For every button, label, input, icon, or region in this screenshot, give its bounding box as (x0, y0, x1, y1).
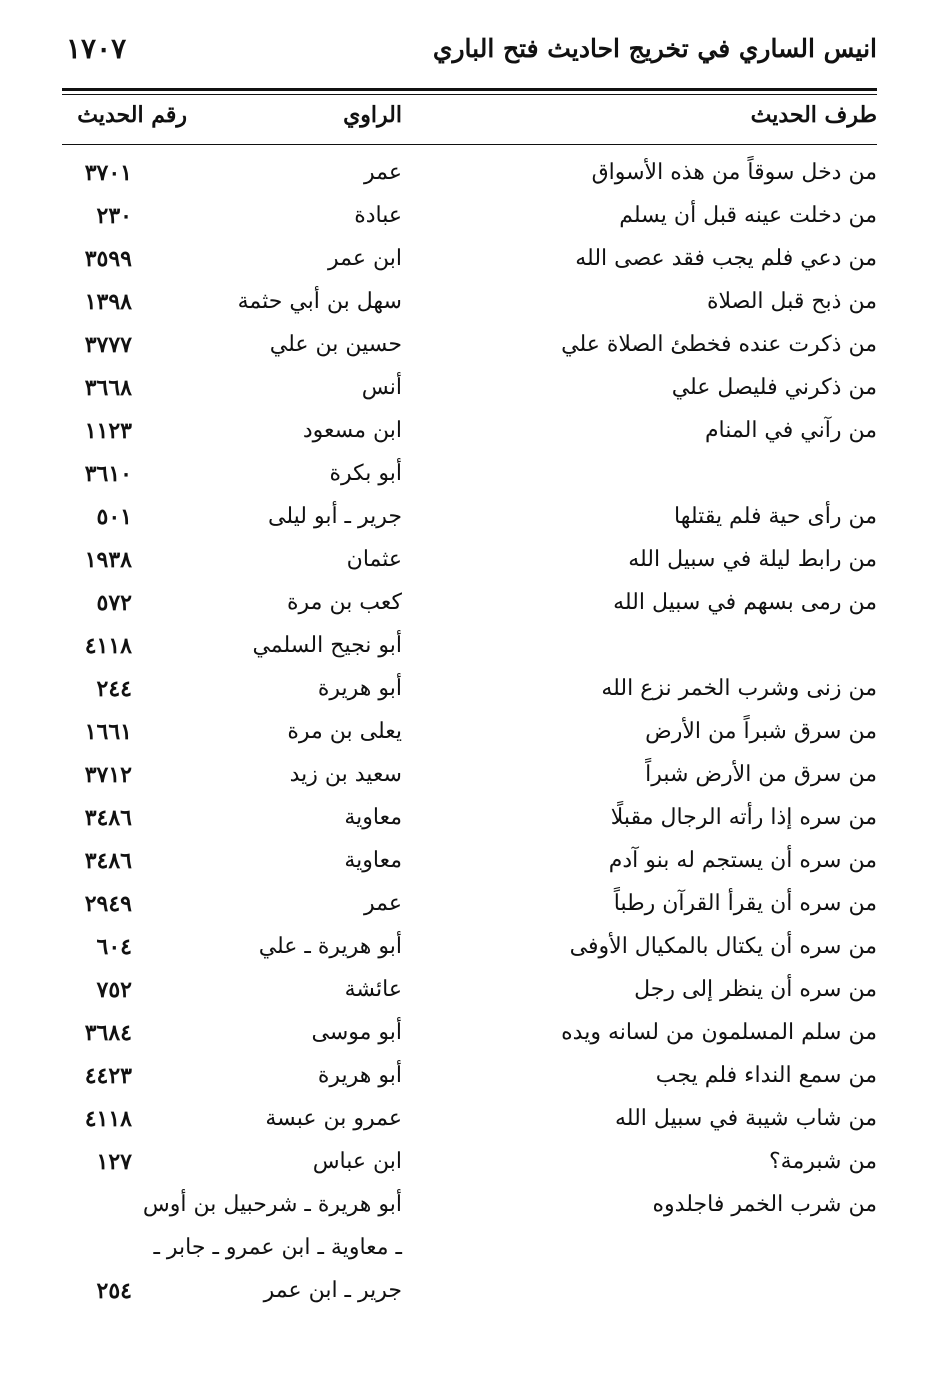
hadith-text: من زنى وشرب الخمر نزع الله (601, 676, 877, 701)
hadith-text: من ذبح قبل الصلاة (707, 289, 877, 314)
table-row (62, 496, 877, 539)
hadith-number: ٣٦١٠ (84, 461, 132, 487)
hadith-number: ٥٧٢ (96, 590, 132, 616)
hadith-number: ٢٣٠ (96, 203, 132, 229)
narrator-name: حسين بن علي (269, 332, 402, 357)
table-row (62, 1141, 877, 1184)
hadith-text: من سره أن يقرأ القرآن رطباً (613, 891, 877, 916)
narrator-name: أبو بكرة (329, 461, 402, 486)
hadith-text: من رمى بسهم في سبيل الله (613, 590, 877, 615)
narrator-name: عمرو بن عبسة (265, 1106, 402, 1131)
hadith-number: ٣٦٦٨ (84, 375, 132, 401)
hadith-number: ٤١١٨ (84, 1106, 132, 1132)
hadith-number: ٥٠١ (96, 504, 132, 530)
hadith-text: من ذكرني فليصل علي (671, 375, 877, 400)
hadith-number: ٢٩٤٩ (84, 891, 132, 917)
narrator-name: أبو نجيح السلمي (252, 633, 402, 658)
table-row (62, 367, 877, 410)
narrator-name: أنس (361, 375, 402, 400)
narrator-name: عائشة (344, 977, 402, 1002)
table-row (62, 711, 877, 754)
hadith-number: ٣٥٩٩ (84, 246, 132, 272)
page-number: ١٧٠٧ (66, 32, 127, 65)
hadith-number: ٢٥٤ (96, 1278, 132, 1304)
hadith-text: من دعي فلم يجب فقد عصى الله (575, 246, 877, 271)
hadith-number: ١٢٧ (96, 1149, 132, 1175)
table-row (62, 926, 877, 969)
header-rule-thin (62, 94, 877, 95)
narrator-name: معاوية (344, 848, 402, 873)
hadith-text: من سره إذا رأته الرجال مقبلًا (610, 805, 877, 830)
hadith-number: ١٣٩٨ (84, 289, 132, 315)
hadith-text: من دخلت عينه قبل أن يسلم (619, 203, 877, 228)
narrator-name: أبو موسى (311, 1020, 402, 1045)
narrator-name: معاوية (344, 805, 402, 830)
narrator-name: ابن عمر (328, 246, 402, 271)
table-row (62, 797, 877, 840)
table-row (62, 453, 877, 496)
table-row (62, 410, 877, 453)
table-row (62, 1012, 877, 1055)
table-row (62, 195, 877, 238)
table-row (62, 883, 877, 926)
hadith-text: من دخل سوقاً من هذه الأسواق (591, 160, 877, 185)
table-row (62, 281, 877, 324)
hadith-text: من شرب الخمر فاجلدوه (652, 1192, 877, 1217)
hadith-number: ٢٤٤ (96, 676, 132, 702)
narrator-name: يعلى بن مرة (287, 719, 402, 744)
hadith-text: من رآني في المنام (704, 418, 877, 443)
table-row (62, 539, 877, 582)
hadith-number: ٦٠٤ (96, 934, 132, 960)
table-row (62, 1270, 877, 1313)
table-row (62, 1098, 877, 1141)
narrator-name: عبادة (354, 203, 402, 228)
hadith-text: من شاب شيبة في سبيل الله (615, 1106, 877, 1131)
hadith-text: من سرق شبراً من الأرض (645, 719, 877, 744)
hadith-text: من شبرمة؟ (769, 1149, 877, 1174)
hadith-text: من رابط ليلة في سبيل الله (628, 547, 877, 572)
hadith-text: من سلم المسلمون من لسانه ويده (561, 1020, 877, 1045)
table-row (62, 969, 877, 1012)
narrator-name: كعب بن مرة (287, 590, 402, 615)
table-row (62, 625, 877, 668)
hadith-number: ١٩٣٨ (84, 547, 132, 573)
table-row (62, 754, 877, 797)
narrator-name: جرير ـ أبو ليلى (268, 504, 402, 529)
narrator-name: ـ معاوية ـ ابن عمرو ـ جابر ـ (153, 1235, 402, 1260)
table-row (62, 582, 877, 625)
table-row (62, 1227, 877, 1270)
hadith-text: من سره أن يستجم له بنو آدم (608, 848, 877, 873)
narrator-name: عثمان (346, 547, 402, 572)
page-header (62, 28, 877, 76)
table-row (62, 1184, 877, 1227)
hadith-text: من سره أن ينظر إلى رجل (634, 977, 877, 1002)
hadith-number: ٣٧٧٧ (84, 332, 132, 358)
table-row (62, 668, 877, 711)
table-row (62, 324, 877, 367)
column-header-narrator: الراوي (343, 102, 402, 128)
narrator-name: أبو هريرة (317, 1063, 402, 1088)
hadith-text: من رأى حية فلم يقتلها (674, 504, 877, 529)
narrator-name: سهل بن أبي حثمة (237, 289, 402, 314)
narrator-name: سعيد بن زيد (289, 762, 402, 787)
column-headers (62, 98, 877, 138)
narrator-name: أبو هريرة ـ شرحبيل بن أوس (142, 1192, 402, 1217)
hadith-text: من سمع النداء فلم يجب (655, 1063, 877, 1088)
narrator-name: ابن مسعود (302, 418, 402, 443)
hadith-number: ١١٢٣ (84, 418, 132, 444)
hadith-text: من سره أن يكتال بالمكيال الأوفى (569, 934, 877, 959)
table-row (62, 152, 877, 195)
column-header-number: رقم الحديث (77, 102, 187, 128)
hadith-text: من ذكرت عنده فخطئ الصلاة علي (561, 332, 877, 357)
table-header-rule (62, 144, 877, 145)
table-row (62, 840, 877, 883)
table-row (62, 238, 877, 281)
narrator-name: ابن عباس (312, 1149, 402, 1174)
narrator-name: عمر (364, 891, 402, 916)
narrator-name: أبو هريرة ـ علي (258, 934, 402, 959)
hadith-number: ٣٧١٢ (84, 762, 132, 788)
table-row (62, 1055, 877, 1098)
hadith-number: ٣٤٨٦ (84, 805, 132, 831)
narrator-name: عمر (364, 160, 402, 185)
narrator-name: أبو هريرة (317, 676, 402, 701)
hadith-number: ٣٦٨٤ (84, 1020, 132, 1046)
column-header-hadith: طرف الحديث (750, 102, 877, 128)
narrator-name: جرير ـ ابن عمر (263, 1278, 402, 1303)
hadith-number: ٤٤٢٣ (84, 1063, 132, 1089)
hadith-number: ٣٧٠١ (84, 160, 132, 186)
hadith-number: ٤١١٨ (84, 633, 132, 659)
hadith-text: من سرق من الأرض شبراً (645, 762, 877, 787)
hadith-number: ٧٥٢ (96, 977, 132, 1003)
book-title: انيس الساري في تخريج احاديث فتح الباري (432, 34, 877, 63)
hadith-number: ١٦٦١ (84, 719, 132, 745)
hadith-index-table (62, 152, 877, 1313)
hadith-number: ٣٤٨٦ (84, 848, 132, 874)
header-rule-thick (62, 88, 877, 91)
